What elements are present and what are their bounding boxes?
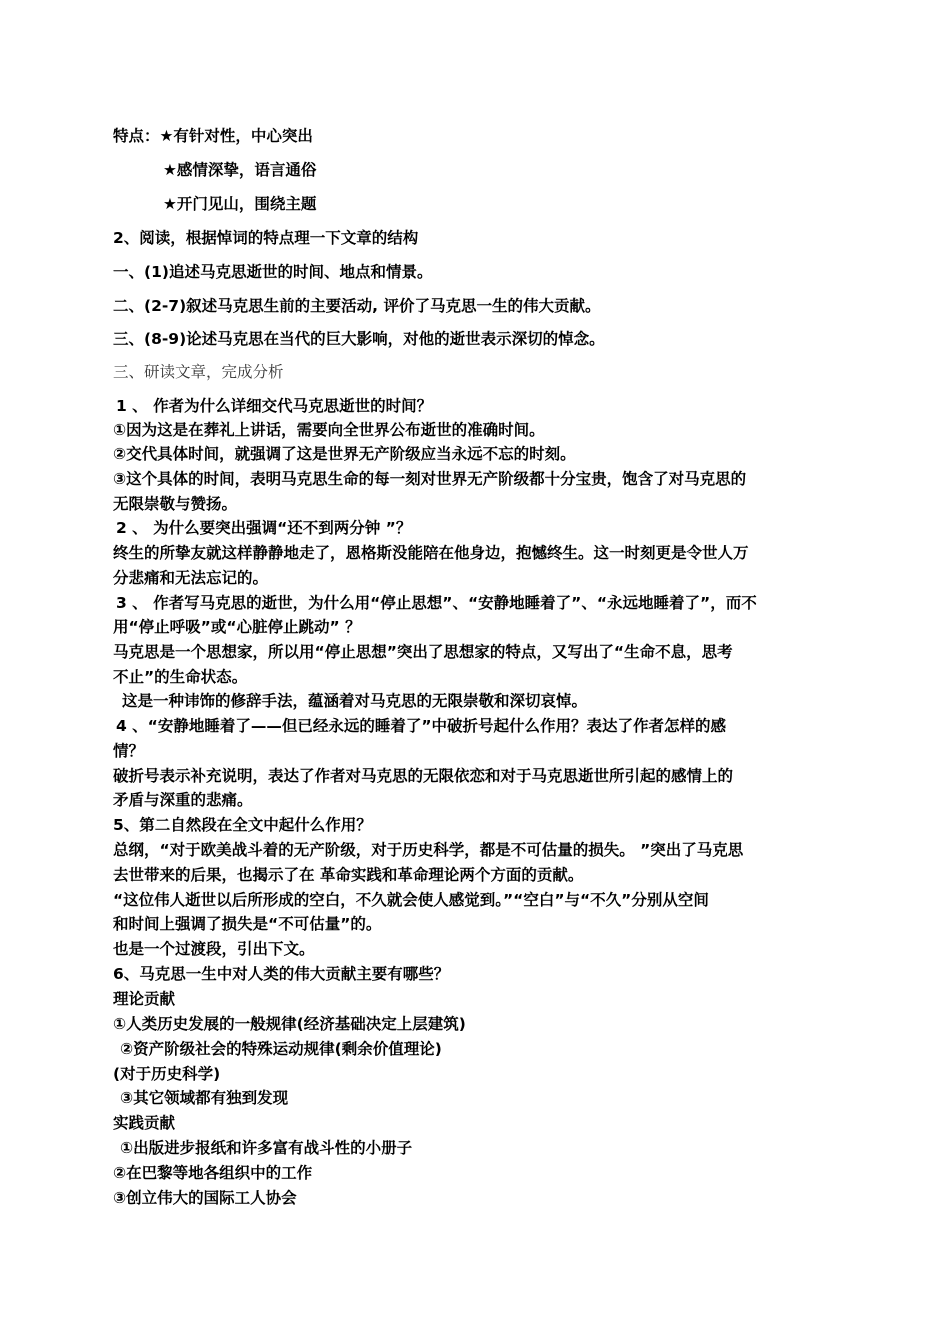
features-label: 特点： xyxy=(113,127,160,145)
q4-answer-line-1: 破折号表示补充说明，表达了作者对马克思的无限依恋和对于马克思逝世所引起的感情上的 xyxy=(113,767,734,785)
q3-answer-line-1: 马克思是一个思想家，所以用“停止思想”突出了思想家的特点，又写出了“生命不息，思考 xyxy=(113,643,733,661)
q6-question: 6、马克思一生中对人类的伟大贡献主要有哪些？ xyxy=(113,965,450,983)
q5-question: 5、第二自然段在全文中起什么作用？ xyxy=(113,816,372,834)
structure-part-2: 二、(2-7)叙述马克思生前的主要活动, 评价了马克思一生的伟大贡献。 xyxy=(113,297,601,315)
q5-answer-line-5: 也是一个过渡段，引出下文。 xyxy=(113,940,315,958)
feature-item-2: ★感情深挚，语言通俗 xyxy=(163,161,317,179)
q5-answer-line-4: 和时间上强调了损失是“不可估量”的。 xyxy=(113,915,382,933)
q5-answer-line-3: “这位伟人逝世以后所形成的空白，不久就会使人感觉到。”“空白”与“不久”分别从空间 xyxy=(113,891,709,909)
theory-item-3: ③其它领域都有独到发现 xyxy=(120,1089,289,1107)
q1-answer-1: ①因为这是在葬礼上讲话，需要向全世界公布逝世的准确时间。 xyxy=(113,421,545,439)
feature-item-3: ★开门见山，围绕主题 xyxy=(163,195,317,213)
q1-answer-3-line-1: ③这个具体的时间，表明马克思生命的每一刻对世界无产阶级都十分宝贵，饱含了对马克思的 xyxy=(113,470,747,488)
q2-question: 2 、 为什么要突出强调“还不到两分钟 ”？ xyxy=(116,519,412,537)
structure-part-1: 一、(1)追述马克思逝世的时间、地点和情景。 xyxy=(113,263,433,281)
theory-item-2: ②资产阶级社会的特殊运动规律(剩余价值理论) xyxy=(120,1040,442,1058)
q4-question-line-1: 4 、“安静地睡着了——但已经永远的睡着了”中破折号起什么作用？表达了作者怎样的感 xyxy=(116,717,727,735)
feature-item-1: ★有针对性，中心突出 xyxy=(159,127,313,145)
features-line-1 xyxy=(113,126,313,146)
q4-answer-line-2: 矛盾与深重的悲痛。 xyxy=(113,791,253,809)
practice-contribution-label: 实践贡献 xyxy=(113,1114,176,1132)
practice-item-2: ②在巴黎等地各组织中的工作 xyxy=(113,1164,313,1182)
q1-answer-3-line-2: 无限崇敬与赞扬。 xyxy=(113,495,238,513)
q1-answer-2: ②交代具体时间，就强调了这是世界无产阶级应当永远不忘的时刻。 xyxy=(113,445,576,463)
q4-question-line-2: 情？ xyxy=(113,742,145,760)
practice-item-1: ①出版进步报纸和许多富有战斗性的小册子 xyxy=(120,1139,413,1157)
q3-answer-line-2: 不止”的生命状态。 xyxy=(113,668,248,686)
q5-answer-line-1: 总纲，“对于欧美战斗着的无产阶级，对于历史科学，都是不可估量的损失。 ”突出了马克思 xyxy=(113,841,744,859)
structure-heading: 2、阅读，根据悼词的特点理一下文章的结构 xyxy=(113,229,419,247)
theory-contribution-label: 理论贡献 xyxy=(113,990,176,1008)
q3-answer-line-3: 这是一种讳饰的修辞手法，蕴涵着对马克思的无限崇敬和深切哀悼。 xyxy=(122,692,588,710)
structure-part-3: 三、(8-9)论述马克思在当代的巨大影响，对他的逝世表示深切的悼念。 xyxy=(113,330,605,348)
theory-item-1: ①人类历史发展的一般规律(经济基础决定上层建筑) xyxy=(113,1015,466,1033)
q5-answer-line-2: 去世带来的后果，也揭示了在 革命实践和革命理论两个方面的贡献。 xyxy=(113,866,584,884)
theory-note: (对于历史科学) xyxy=(113,1065,221,1083)
q3-question-line-2: 用“停止呼吸”或“心脏停止跳动” ？ xyxy=(113,618,361,636)
section-3-heading: 三、研读文章，完成分析 xyxy=(113,363,284,381)
practice-item-3: ③创立伟大的国际工人协会 xyxy=(113,1189,297,1207)
q2-answer-line-1: 终生的所挚友就这样静静地走了，恩格斯没能陪在他身边，抱憾终生。这一时刻更是令世人万 xyxy=(113,544,749,562)
q1-question: 1 、 作者为什么详细交代马克思逝世的时间？ xyxy=(116,397,433,415)
q3-question-line-1: 3 、 作者写马克思的逝世，为什么用“停止思想”、“安静地睡着了”、“永远地睡着了”，而不 xyxy=(116,594,757,612)
q2-answer-line-2: 分悲痛和无法忘记的。 xyxy=(113,569,269,587)
